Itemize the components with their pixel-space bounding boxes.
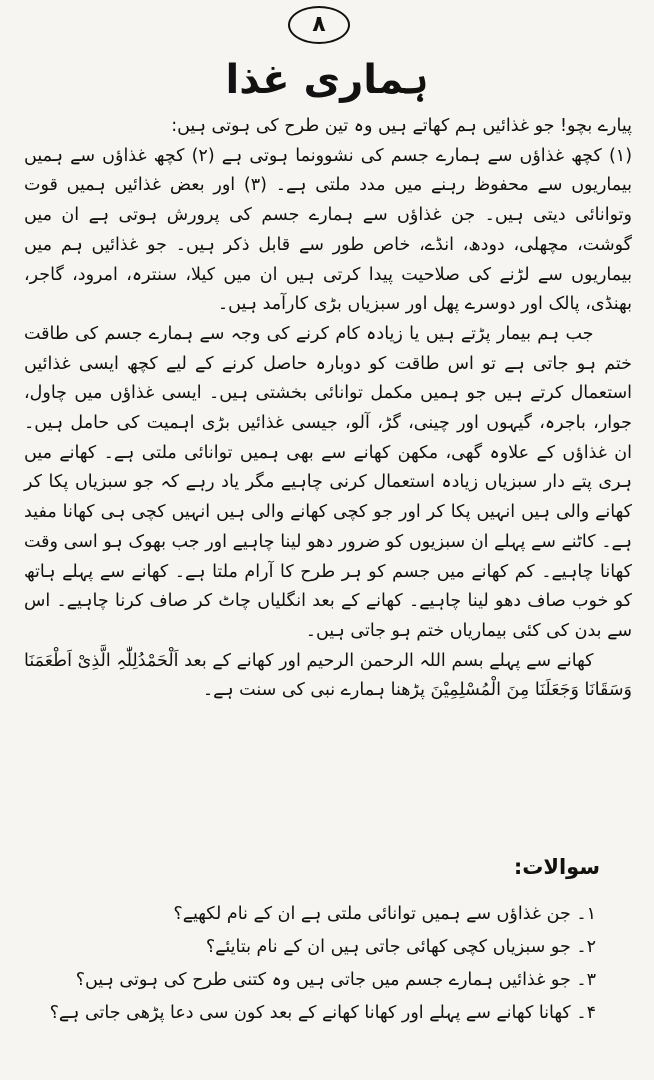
question-item: ۲۔ جو سبزیاں کچی کھائی جاتی ہیں ان کے نام بتایئے؟	[205, 937, 596, 957]
questions-list	[24, 898, 596, 1030]
lesson-body	[24, 112, 632, 706]
lesson-title: ہماری غذا	[225, 57, 429, 103]
energy-foods-paragraph: جب ہم بیمار پڑتے ہیں یا زیادہ کام کرنے کی وجہ سے ہمارے جسم کی طاقت ختم ہو جاتی ہے تو اس طاقت کو دوبارہ حاصل کرنے کے لیے کچھ ایسی غذائیں استعمال کرتے ہیں جو ہمیں مکمل توانائی بخشتی ہیں۔ ایسی غذاؤں میں چاول، جوار، باجرہ، گیہوں اور چینی، گڑ، آلو، جیسی غذائیں بڑی اہمیت کی حامل ہیں۔ ان غذاؤں کے علاوہ گھی، مکھن کھانے سے بھی ہمیں توانائی ملتی ہے۔ کھانے میں ہری پتے دار سبزیاں زیادہ استعمال کرنی چاہیے مگر یاد رہے کہ جو سبزیاں پکا کر کھانے والی ہیں انہیں پکا کر اور جو کچی کھانے والی ہیں انہیں کچی ہی کھانا مفید ہے۔ کاٹنے سے پہلے ان سبزیوں کو ضرور دھو لینا چاہیے اور جب بھوک ہو اسی وقت کھانا چاہیے۔ کم کھانے میں جسم کو ہر طرح کا آرام ملتا ہے۔ کھانے سے پہلے ہاتھ کو خوب صاف دھو لینا چاہیے۔ کھانے کے بعد انگلیاں چاٹ کر صاف کرنا چاہیے۔ اس سے بدن کی کئی بیماریاں ختم ہو جاتی ہیں۔	[24, 323, 632, 641]
questions-heading: سوالات:	[513, 855, 600, 879]
question-item: ۴۔ کھانا کھانے سے پہلے اور کھانا کھانے کے بعد کون سی دعا پڑھی جاتی ہے؟	[49, 1003, 596, 1023]
lesson-number-badge: ۸	[288, 6, 350, 44]
intro-paragraph: پیارے بچو! جو غذائیں ہم کھاتے ہیں وہ تین طرح کی ہوتی ہیں:	[171, 116, 632, 136]
dua-paragraph: کھانے سے پہلے بسم اللہ الرحمن الرحیم اور کھانے کے بعد اَلْحَمْدُلِلّٰہِ الَّذِیْ اَطْعَمَنَا وَسَقَانَا وَجَعَلَنَا مِنَ الْمُسْلِمِیْنَ پڑھنا ہمارے نبی کی سنت ہے۔	[24, 650, 632, 701]
question-item: ۱۔ جن غذاؤں سے ہمیں توانائی ملتی ہے ان کے نام لکھیے؟	[173, 904, 596, 924]
question-item: ۳۔ جو غذائیں ہمارے جسم میں جاتی ہیں وہ کتنی طرح کی ہوتی ہیں؟	[75, 970, 596, 990]
food-types-paragraph: (۱) کچھ غذاؤں سے ہمارے جسم کی نشوونما ہوتی ہے (۲) کچھ غذاؤں سے ہمیں بیماریوں سے محفوظ رہنے میں مدد ملتی ہے۔ (۳) اور بعض غذائیں ہمیں قوت وتوانائی دیتی ہیں۔ جن غذاؤں سے ہمارے جسم کی پرورش ہوتی ہے ان میں گوشت، مچھلی، دودھ، انڈے، خاص طور سے قابل ذکر ہیں۔ جو غذائیں ہم میں بیماریوں سے لڑنے کی صلاحیت پیدا کرتی ہیں ان میں کیلا، سنترہ، امرود، گاجر، بھنڈی، پالک اور دوسرے پھل اور سبزیاں بڑی کارآمد ہیں۔	[24, 145, 633, 315]
